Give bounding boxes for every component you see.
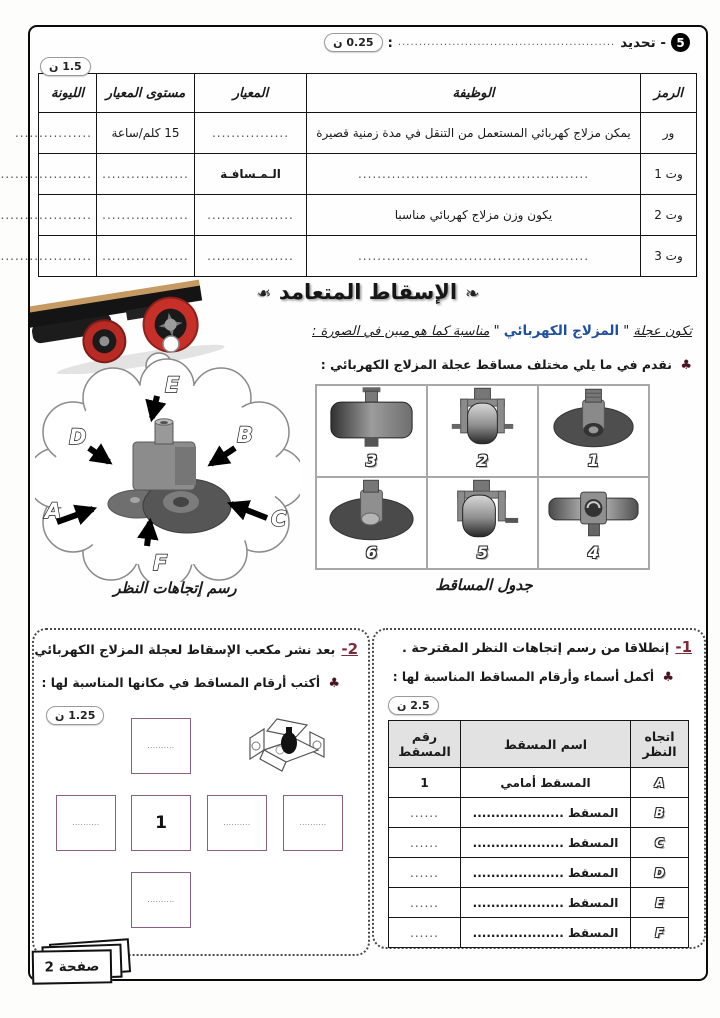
projection-number: 1 (587, 451, 600, 470)
view-letter-C: C (271, 507, 287, 531)
clover-bullet-icon: ♣ (680, 358, 692, 373)
views-header-name: اسم المسقط (461, 721, 631, 768)
views-row-B (389, 798, 689, 828)
direction-letter: B (631, 798, 689, 828)
spec-code: وت 3 (641, 236, 697, 277)
view-name-blank: المسقط .................... (461, 828, 631, 858)
score-badge-025: 0.25 ن (324, 33, 382, 52)
lesson-title: الإسقاط المتعامد (278, 280, 458, 304)
square-far-right: .......... (283, 795, 343, 851)
question2-instruction (42, 676, 341, 691)
spec-level-blank: .................. (97, 195, 195, 236)
spec-flex-blank: ................... (39, 154, 97, 195)
projection-cell-2 (427, 385, 538, 477)
wheel-view-2 (428, 386, 537, 450)
projections-intro-line (321, 357, 692, 373)
views-header-direction: اتجاه النظر (631, 721, 689, 768)
spec-flex-blank: ................... (39, 236, 97, 277)
page-border (0, 25, 708, 981)
direction-letter: D (631, 858, 689, 888)
square-right: .......... (207, 795, 267, 851)
question1-heading (402, 638, 692, 656)
views-row-A (389, 768, 689, 798)
page-number-label: صفحة 2 (32, 949, 113, 984)
projection-number: 5 (476, 543, 489, 562)
projection-number: 3 (365, 451, 378, 470)
view-letter-E: E (165, 373, 180, 397)
projections-intro-text: نقدم في ما يلي مختلف مساقط عجلة المزلاج الكهربائي : (320, 357, 672, 372)
intro-post: مناسبة كما هو مبين في الصورة : (312, 324, 490, 339)
square-bottom: .......... (131, 872, 191, 928)
clover-bullet-icon: ♣ (662, 670, 674, 685)
view-name-blank: المسقط .................... (461, 798, 631, 828)
spec-flex-blank: ................ (39, 113, 97, 154)
direction-letter: F (631, 918, 689, 948)
wheel-view-4 (539, 478, 648, 542)
intro-blue-term: المزلاج الكهربائي (503, 323, 620, 339)
spec-criterion-blank: .................. (195, 236, 307, 277)
ornament-icon: ❧ (465, 284, 480, 304)
spec-function-blank: ................................................ (307, 154, 641, 195)
spec-code: ور (641, 113, 697, 154)
projection-cell-6 (316, 477, 427, 569)
square-center: 1 (131, 795, 191, 851)
spec-row-3 (39, 195, 697, 236)
square-top: .......... (131, 718, 191, 774)
views-table (388, 720, 689, 948)
view-letter-A: A (45, 499, 62, 523)
question2-text: بعد نشر مكعب الإسقاط لعجلة المزلاج الكهربائي (34, 643, 336, 658)
specification-table (0, 73, 697, 277)
projections-grid (315, 384, 650, 570)
views-row-D (389, 858, 689, 888)
quote-mark: " (623, 324, 630, 339)
question2-box (32, 628, 370, 956)
score-badge-125: 1.25 ن (46, 706, 104, 725)
score-badge-25: 2.5 ن (388, 696, 439, 715)
question5-header (324, 33, 690, 52)
views-header-number: رقم المسقط (389, 721, 461, 768)
projection-cell-3 (316, 385, 427, 477)
projection-cell-4 (538, 477, 649, 569)
view-number-blank: ...... (389, 888, 461, 918)
answer-dotted-line: .................................................... (397, 37, 616, 48)
spec-row-4 (39, 236, 697, 277)
ornament-icon: ❧ (256, 284, 271, 304)
wheel-view-6 (317, 478, 426, 542)
question2-heading (34, 640, 358, 658)
projection-cell-1 (538, 385, 649, 477)
view-number-blank: ...... (389, 858, 461, 888)
question5-label: - تحديد (620, 34, 666, 51)
projection-number: 4 (587, 543, 600, 562)
clover-bullet-icon: ♣ (328, 676, 340, 691)
spec-code: وت 2 (641, 195, 697, 236)
spec-level: 15 كلم/ساعة (97, 113, 195, 154)
question2-number: 2- (341, 640, 358, 658)
spec-level-blank: .................. (97, 154, 195, 195)
view-letter-B: B (237, 423, 254, 447)
view-number-blank: ...... (389, 798, 461, 828)
spec-header-criterion: المعيار (195, 74, 307, 113)
projection-number: 2 (476, 451, 489, 470)
question2-instruction-text: أكتب أرقام المساقط في مكانها المناسبة لها : (41, 676, 321, 690)
page-number-icon (24, 939, 134, 997)
view-name-blank: المسقط .................... (461, 888, 631, 918)
colon: : (387, 34, 393, 51)
view-letter-D: D (69, 425, 87, 449)
spec-level-blank: .................. (97, 236, 195, 277)
intro-sentence (312, 323, 692, 339)
question1-text: إنطلاقا من رسم إتجاهات النظر المقترحة . (402, 641, 670, 656)
spec-header-row (39, 74, 697, 113)
spec-function: يمكن مزلاج كهربائي المستعمل من التنقل في مدة زمنية قصيرة (307, 113, 641, 154)
question1-number: 1- (675, 638, 692, 656)
views-row-F (389, 918, 689, 948)
views-row-E (389, 888, 689, 918)
view-number-blank: ...... (389, 828, 461, 858)
direction-letter: C (631, 828, 689, 858)
spec-header-flexibility: الليونة (39, 74, 97, 113)
spec-criterion-blank: .................. (195, 195, 307, 236)
wheel-view-5 (428, 478, 537, 542)
views-row-C (389, 828, 689, 858)
wheel-view-1 (539, 386, 648, 450)
spec-row-1 (39, 113, 697, 154)
view-directions-cloud (35, 330, 300, 582)
spec-function-blank: ................................................ (307, 236, 641, 277)
spec-header-function: الوظيفة (307, 74, 641, 113)
question1-box (372, 628, 706, 949)
projection-cell-5 (427, 477, 538, 569)
quote-mark: " (493, 324, 500, 339)
cloud-caption: رسم إتجاهات النظر (113, 579, 237, 597)
spec-criterion-answer: الـمـسافـة (195, 154, 307, 195)
spec-row-2 (39, 154, 697, 195)
question1-instruction (393, 670, 674, 685)
wheel-view-3 (317, 386, 426, 450)
spec-criterion-blank: ................ (195, 113, 307, 154)
view-number: 1 (389, 768, 461, 798)
spec-header-code: الرمز (641, 74, 697, 113)
grid-caption: جدول المساقط (435, 576, 533, 594)
view-letter-F: F (153, 551, 168, 575)
intro-pre: تكون عجلة (633, 324, 692, 339)
view-name-blank: المسقط .................... (461, 918, 631, 948)
spec-flex-blank: ................... (39, 195, 97, 236)
direction-letter: E (631, 888, 689, 918)
view-number-blank: ...... (389, 918, 461, 948)
spec-header-level: مستوى المعيار (97, 74, 195, 113)
direction-letter: A (631, 768, 689, 798)
views-header-row (389, 721, 689, 768)
unfolded-cube-illustration (247, 716, 327, 774)
spec-function: يكون وزن مزلاج كهربائي مناسبا (307, 195, 641, 236)
spec-code: وت 1 (641, 154, 697, 195)
question-number-circle: 5 (671, 33, 690, 52)
question1-instruction-text: أكمل أسماء وأرقام المساقط المناسبة لها : (392, 670, 655, 684)
projection-number: 6 (365, 543, 378, 562)
score-badge-15: 1.5 ن (40, 57, 91, 76)
view-name-blank: المسقط .................... (461, 858, 631, 888)
view-name: المسقط أمامي (461, 768, 631, 798)
square-left: .......... (56, 795, 116, 851)
